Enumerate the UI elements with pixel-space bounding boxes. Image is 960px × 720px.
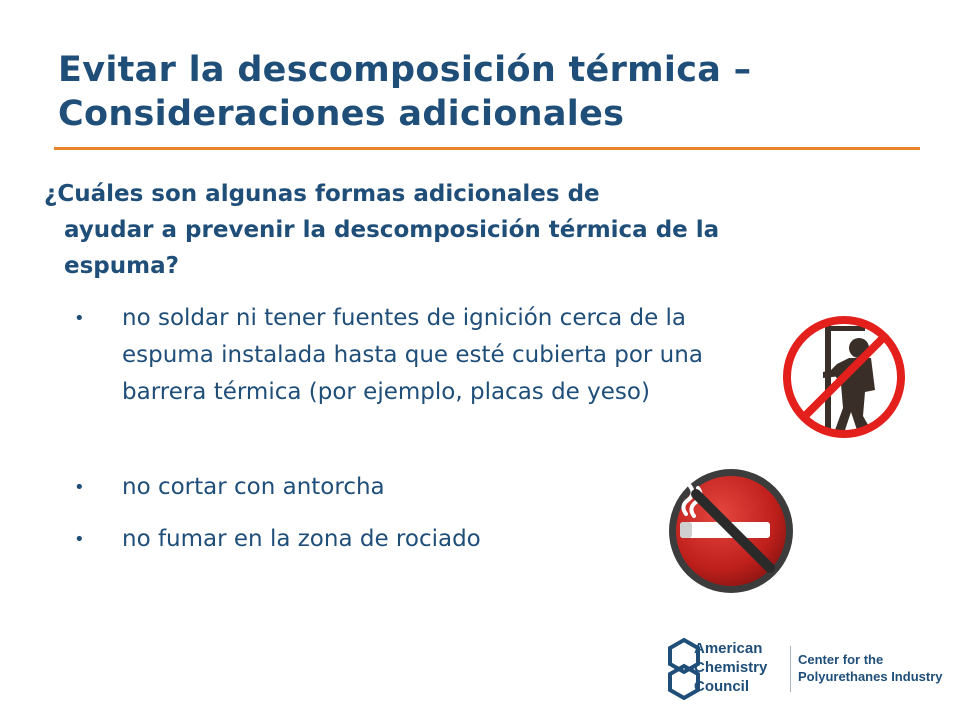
no-smoking-icon — [666, 466, 796, 596]
acc-cpi-logo — [664, 636, 944, 700]
center-name — [798, 651, 942, 685]
org-line-2: Chemistry — [694, 659, 768, 676]
question-text — [44, 176, 764, 284]
title-line-2: Consideraciones adicionales — [58, 94, 625, 134]
bullet-text: no cortar con antorcha — [122, 474, 385, 500]
bullet-text: no soldar ni tener fuentes de ignición cerca de la espuma instalada hasta que esté cubierta por una barrera térmica (por ejemplo, placas de yeso) — [122, 305, 703, 405]
title-divider — [54, 147, 920, 150]
center-line-2: Polyurethanes Industry — [798, 669, 943, 684]
bullet-text: no fumar en la zona de rociado — [122, 526, 481, 552]
org-line-1: American — [694, 640, 763, 657]
org-line-3: Council — [694, 678, 749, 695]
question-line-rest: ayudar a prevenir la descomposición térmica de la espuma? — [64, 217, 720, 279]
bullet-dot: • — [74, 308, 85, 329]
org-name — [694, 639, 767, 696]
center-line-1: Center for the — [798, 652, 884, 667]
no-welding-prohibition-icon — [779, 312, 909, 442]
logo-separator — [790, 646, 791, 692]
title-line-1: Evitar la descomposición térmica – — [58, 50, 752, 90]
slide-title — [58, 48, 918, 136]
question-line-1: ¿Cuáles son algunas formas adicionales de — [44, 181, 600, 207]
bullet-dot: • — [74, 529, 85, 550]
bullet-dot: • — [74, 477, 85, 498]
